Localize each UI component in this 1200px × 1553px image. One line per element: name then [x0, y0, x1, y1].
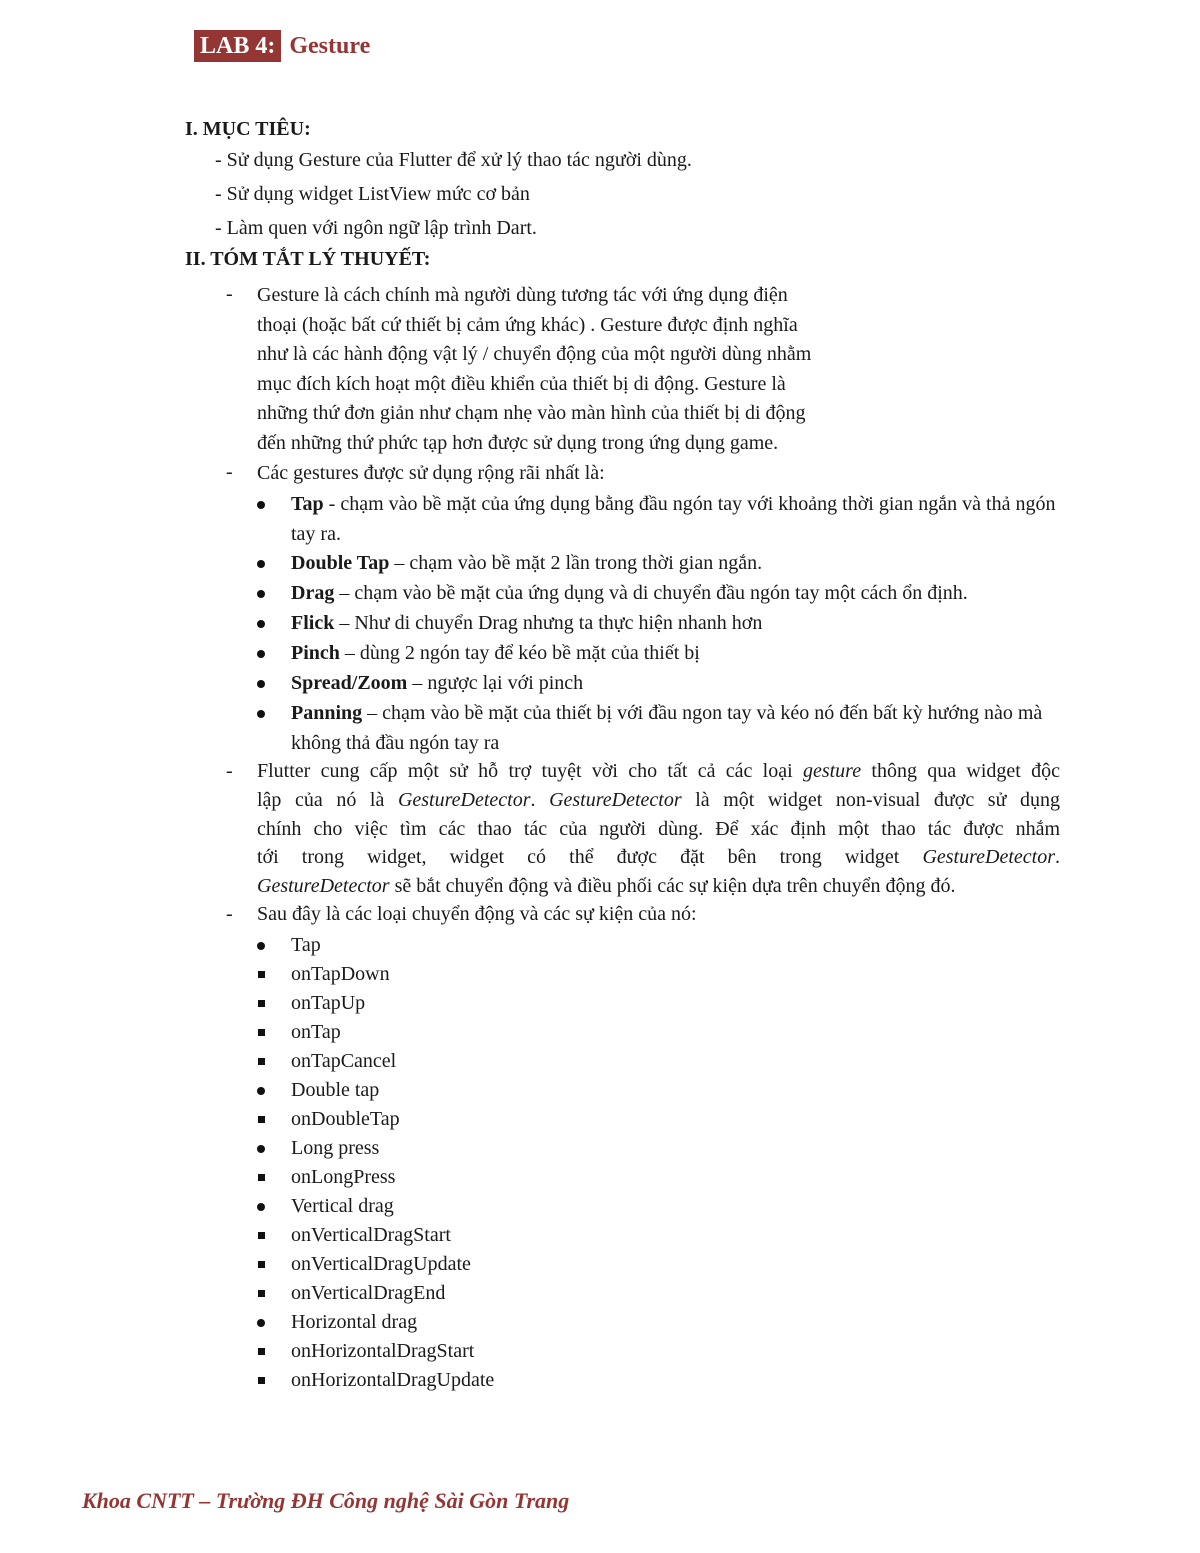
paragraph-line: thoại (hoặc bất cứ thiết bị cảm ứng khác) . Gesture được định nghĩa	[257, 313, 798, 336]
dash-marker: -	[226, 760, 233, 782]
event-handler-item	[257, 1104, 1067, 1134]
paragraph-line: Gesture là cách chính mà người dùng tương tác với ứng dụng điện	[257, 284, 788, 306]
gesture-list-item	[257, 638, 1067, 668]
dash-marker: -	[226, 283, 233, 305]
event-label: Horizontal drag	[291, 1311, 418, 1333]
section-1-heading: I. MỤC TIÊU:	[185, 118, 311, 140]
event-category-item	[257, 1133, 1067, 1163]
bullet-dot-icon	[257, 650, 265, 658]
events-intro: Sau đây là các loại chuyển động và các sự kiện của nó:	[257, 903, 697, 925]
bullet-square-icon	[258, 1348, 265, 1355]
objective-item: - Sử dụng Gesture của Flutter để xử lý thao tác người dùng.	[215, 149, 692, 171]
event-label: Double tap	[291, 1079, 380, 1101]
gesture-text: Flick – Như di chuyển Drag nhưng ta thực hiện nhanh hơn	[291, 612, 763, 634]
event-label: onTapCancel	[291, 1050, 397, 1072]
gesture-text: Spread/Zoom – ngược lại với pinch	[291, 672, 584, 694]
bullet-dot-icon	[257, 1145, 265, 1153]
event-label: Vertical drag	[291, 1195, 394, 1217]
event-handler-item	[257, 1336, 1067, 1366]
bullet-square-icon	[258, 1290, 265, 1297]
event-label: onHorizontalDragUpdate	[291, 1369, 495, 1391]
gesture-list-item	[257, 548, 1067, 578]
lab-badge: LAB 4:	[194, 30, 281, 62]
flutter-gesture-paragraph	[257, 757, 1060, 901]
dash-marker: -	[226, 461, 233, 483]
event-handler-item	[257, 1365, 1067, 1395]
paragraph-line: tới trong widget, widget có thể được đặt bên trong widget GestureDetector.	[257, 846, 1060, 869]
dash-marker: -	[226, 903, 233, 925]
event-handler-item	[257, 1249, 1067, 1279]
bullet-square-icon	[258, 1232, 265, 1239]
bullet-dot-icon	[257, 680, 265, 688]
gesture-list-item	[257, 489, 1067, 549]
objective-item: - Sử dụng widget ListView mức cơ bản	[215, 183, 530, 205]
gesture-text: Drag – chạm vào bề mặt của ứng dụng và di chuyển đầu ngón tay một cách ổn định.	[291, 582, 968, 604]
bullet-square-icon	[258, 1000, 265, 1007]
gesture-list-item	[257, 608, 1067, 638]
bullet-dot-icon	[257, 501, 265, 509]
bullet-square-icon	[258, 1377, 265, 1384]
section-2-heading: II. TÓM TẮT LÝ THUYẾT:	[185, 248, 431, 270]
event-label: onDoubleTap	[291, 1108, 400, 1130]
gesture-list-item	[257, 578, 1067, 608]
event-handler-item	[257, 1017, 1067, 1047]
bullet-dot-icon	[257, 1319, 265, 1327]
bullet-square-icon	[258, 1029, 265, 1036]
bullet-square-icon	[258, 1261, 265, 1268]
paragraph-line: chính cho việc tìm các thao tác của người dùng. Để xác định một thao tác được nhắm	[257, 817, 1060, 840]
gesture-intro-paragraph	[257, 281, 811, 458]
bullet-dot-icon	[257, 1087, 265, 1095]
event-label: Tap	[291, 934, 321, 956]
event-label: onLongPress	[291, 1166, 396, 1188]
event-category-item	[257, 930, 1067, 960]
event-handler-item	[257, 1278, 1067, 1308]
paragraph-line: những thứ đơn giản như chạm nhẹ vào màn hình của thiết bị di động	[257, 402, 806, 424]
objective-item: - Làm quen với ngôn ngữ lập trình Dart.	[215, 217, 537, 239]
event-handler-item	[257, 959, 1067, 989]
gesture-text: Panning – chạm vào bề mặt của thiết bị với đầu ngon tay và kéo nó đến bất kỳ hướng nào mà không thả đầu ngón tay ra	[291, 702, 1043, 754]
gesture-text: Tap - chạm vào bề mặt của ứng dụng bằng đầu ngón tay với khoảng thời gian ngắn và thả ngón tay ra.	[291, 493, 1056, 545]
paragraph-line: Flutter cung cấp một sử hỗ trợ tuyệt vời cho tất cả các loại gesture thông qua widget độc	[257, 760, 1061, 782]
event-label: Long press	[291, 1137, 380, 1159]
event-category-item	[257, 1307, 1067, 1337]
gesture-list-item	[257, 698, 1067, 758]
event-label: onVerticalDragEnd	[291, 1282, 446, 1304]
bullet-dot-icon	[257, 710, 265, 718]
bullet-square-icon	[258, 1174, 265, 1181]
event-category-item	[257, 1075, 1067, 1105]
event-label: onVerticalDragStart	[291, 1224, 451, 1246]
event-handler-item	[257, 1162, 1067, 1192]
lab-title	[194, 30, 370, 62]
bullet-square-icon	[258, 1116, 265, 1123]
event-category-item	[257, 1191, 1067, 1221]
event-handler-item	[257, 1046, 1067, 1076]
bullet-dot-icon	[257, 560, 265, 568]
gesture-list-item	[257, 668, 1067, 698]
bullet-dot-icon	[257, 942, 265, 950]
event-label: onTap	[291, 1021, 341, 1043]
event-label: onVerticalDragUpdate	[291, 1253, 471, 1275]
paragraph-line: lập của nó là GestureDetector. GestureDetector là một widget non-visual được sử dụng	[257, 788, 1060, 811]
common-gestures-intro: Các gestures được sử dụng rộng rãi nhất là:	[257, 462, 605, 484]
gesture-text: Pinch – dùng 2 ngón tay để kéo bề mặt của thiết bị	[291, 642, 700, 664]
lab-title-text: Gesture	[289, 32, 371, 59]
paragraph-line: mục đích kích hoạt một điều khiển của thiết bị di động. Gesture là	[257, 372, 786, 395]
paragraph-line: như là các hành động vật lý / chuyển động của một người dùng nhằm	[257, 343, 812, 365]
event-handler-item	[257, 988, 1067, 1018]
bullet-dot-icon	[257, 1203, 265, 1211]
event-label: onHorizontalDragStart	[291, 1340, 475, 1362]
event-label: onTapDown	[291, 963, 390, 985]
bullet-dot-icon	[257, 590, 265, 598]
page-footer: Khoa CNTT – Trường ĐH Công nghệ Sài Gòn Trang	[82, 1488, 570, 1513]
bullet-dot-icon	[257, 620, 265, 628]
event-label: onTapUp	[291, 992, 366, 1014]
event-handler-item	[257, 1220, 1067, 1250]
bullet-square-icon	[258, 1058, 265, 1065]
paragraph-line: GestureDetector sẽ bắt chuyển động và điều phối các sự kiện dựa trên chuyển động đó.	[257, 875, 956, 898]
bullet-square-icon	[258, 971, 265, 978]
paragraph-line: đến những thứ phức tạp hơn được sử dụng trong ứng dụng game.	[257, 431, 779, 454]
gesture-text: Double Tap – chạm vào bề mặt 2 lần trong thời gian ngắn.	[291, 552, 763, 574]
